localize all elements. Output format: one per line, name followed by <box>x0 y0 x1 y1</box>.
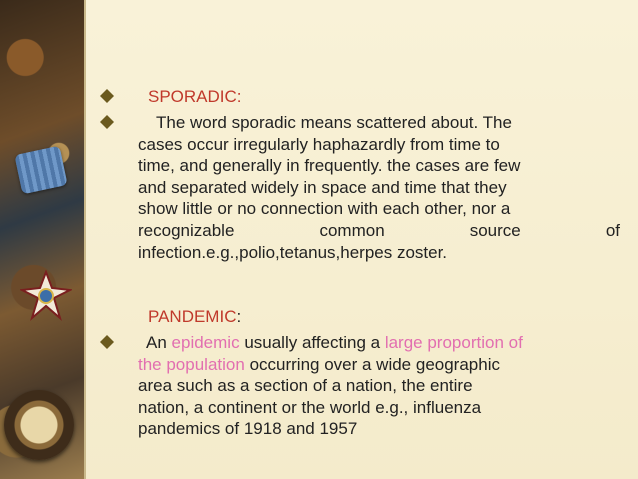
pandemic-line-2-rest: occurring over a wide geographic <box>249 354 500 374</box>
diamond-bullet-icon <box>100 89 114 103</box>
pandemic-line-2 <box>138 354 620 376</box>
compass-icon <box>4 390 74 460</box>
sporadic-line-6 <box>138 220 620 242</box>
decorative-photo-strip <box>0 0 84 479</box>
sporadic-line-6-word: of <box>605 220 620 240</box>
pandemic-line-1 <box>138 332 620 354</box>
pandemic-an: An <box>146 333 167 352</box>
pandemic-epidemic-term: epidemic <box>171 333 240 352</box>
pandemic-colon: : <box>236 307 242 326</box>
sporadic-line-4: and separated widely in space and time that they <box>138 177 507 197</box>
sporadic-paragraph <box>138 112 620 263</box>
diamond-bullet-icon <box>100 115 114 129</box>
sporadic-line-6-word: common <box>319 220 385 240</box>
strip-divider <box>84 0 86 479</box>
slide-content <box>100 0 630 479</box>
sporadic-line-1: The word sporadic means scattered about. The <box>156 113 512 132</box>
medal-ribbon-icon <box>14 146 67 195</box>
pandemic-large-proportion: large proportion of <box>384 333 523 352</box>
diamond-bullet-icon <box>100 335 114 349</box>
pandemic-line-4: nation, a continent or the world e.g., influenza <box>138 397 482 417</box>
pandemic-usually: usually affecting a <box>244 333 381 352</box>
sporadic-line-6-word: source <box>469 220 521 240</box>
pandemic-heading-wrap <box>148 306 630 328</box>
medal-cross-icon <box>20 270 72 322</box>
sporadic-heading: SPORADIC: <box>148 87 242 106</box>
sporadic-line-3: time, and generally in frequently. the cases are few <box>138 156 521 176</box>
pandemic-heading: PANDEMIC <box>148 307 237 326</box>
pandemic-line-3: area such as a section of a nation, the entire <box>138 376 473 396</box>
pandemic-paragraph <box>138 332 620 440</box>
pandemic-population: the population <box>138 354 245 374</box>
pandemic-line-5: pandemics of 1918 and 1957 <box>138 419 358 439</box>
sporadic-line-7: infection.e.g.,polio,tetanus,herpes zoster. <box>138 242 448 262</box>
sporadic-line-2: cases occur irregularly haphazardly from time to <box>138 134 500 154</box>
sporadic-line-5: show little or no connection with each other, nor a <box>138 199 511 219</box>
sporadic-line-6-word: recognizable <box>138 220 235 240</box>
